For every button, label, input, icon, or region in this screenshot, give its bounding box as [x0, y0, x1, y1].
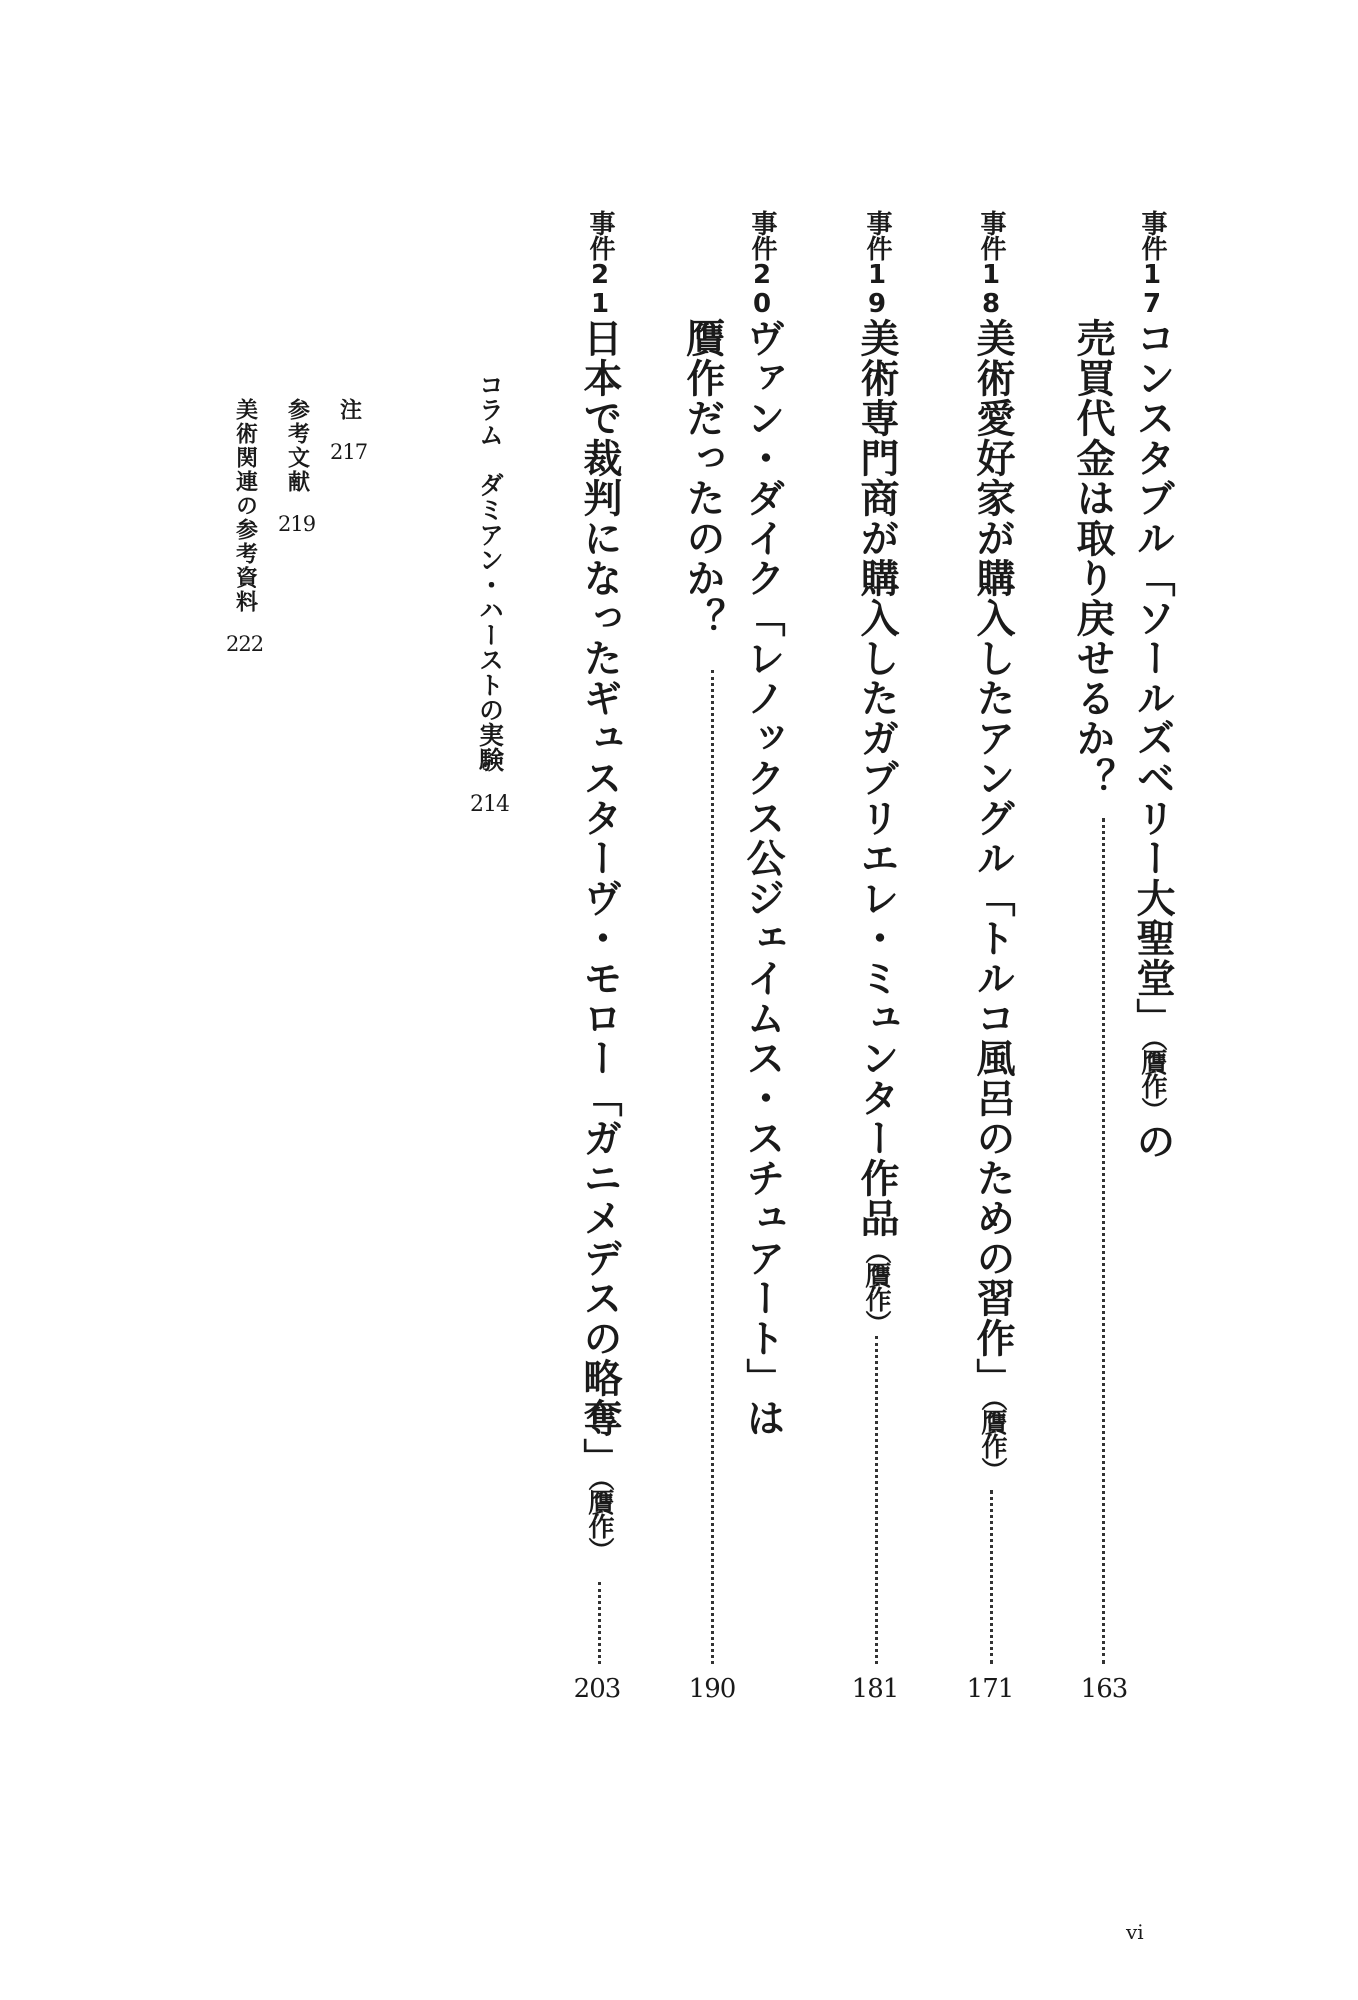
art-materials-page: 222 — [226, 632, 264, 656]
column-entry[interactable] — [470, 372, 509, 820]
leader-dots — [711, 670, 714, 1664]
entry-title-text: 美術専門商が購入したガブリエレ・ミュンター作品 — [854, 318, 899, 1238]
notes-page: 217 — [330, 440, 368, 464]
notes-label: 注 — [336, 398, 362, 422]
page-number[interactable]: 181 — [851, 1674, 899, 1704]
entry-title[interactable]: ヴァン・ダイク「レノックス公ジェイムス・スチュアート」は — [740, 318, 785, 1438]
entry-label: 事件20 — [747, 210, 777, 318]
entry-label: 事件19 — [862, 210, 892, 318]
page-number[interactable]: 190 — [688, 1674, 736, 1704]
entry-title[interactable] — [968, 318, 1016, 1481]
references-label: 参考文献 — [284, 398, 310, 494]
entry-label: 事件18 — [976, 210, 1006, 318]
page-number[interactable]: 203 — [573, 1674, 621, 1704]
column-title: コラム ダミアン・ハーストの実験 — [475, 372, 505, 772]
forgery-tag: （贋作） — [584, 1478, 614, 1561]
references-entry[interactable] — [278, 398, 315, 538]
entry-title-text: コンスタブル「ソールズベリー大聖堂」 — [1130, 318, 1175, 1038]
entry-title-tail: の — [1130, 1121, 1175, 1161]
entry-label: 事件21 — [585, 210, 615, 318]
entry-title-text: 日本で裁判になったギュスターヴ・モロー「ガニメデスの略奪」 — [577, 318, 622, 1478]
leader-dots — [1102, 818, 1105, 1664]
entry-title-line2[interactable]: 売買代金は取り戻せるか？ — [1070, 318, 1115, 798]
page-number[interactable]: 163 — [1080, 1674, 1128, 1704]
leader-dots — [990, 1490, 993, 1664]
references-page: 219 — [278, 512, 316, 536]
art-materials-entry[interactable] — [226, 398, 263, 658]
leader-dots — [598, 1582, 601, 1664]
entry-label: 事件17 — [1137, 210, 1167, 318]
forgery-tag: （贋作） — [1137, 1038, 1167, 1121]
entry-title-text: 美術愛好家が購入したアングル「トルコ風呂のための習作」 — [970, 318, 1015, 1398]
notes-entry[interactable] — [330, 398, 367, 466]
page-folio: vi — [1126, 1920, 1144, 1944]
entry-title[interactable] — [852, 318, 900, 1334]
entry-title[interactable] — [1128, 318, 1176, 1161]
forgery-tag: （贋作） — [977, 1398, 1007, 1481]
page-number[interactable]: 171 — [966, 1674, 1014, 1704]
leader-dots — [875, 1336, 878, 1664]
entry-title-line2[interactable]: 贋作だったのか？ — [680, 318, 725, 638]
art-materials-label: 美術関連の参考資料 — [232, 398, 258, 614]
column-page: 214 — [470, 792, 509, 817]
forgery-tag: （贋作） — [861, 1238, 891, 1334]
entry-title[interactable] — [575, 318, 623, 1561]
